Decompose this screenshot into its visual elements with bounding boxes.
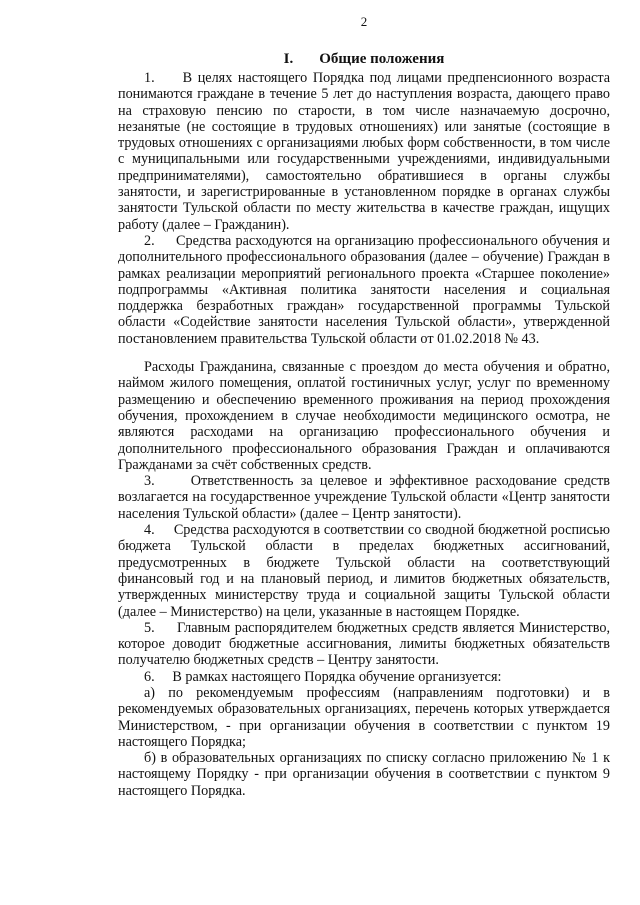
paragraph-3: 3. Ответственность за целевое и эффективное расходование средств возлагается на государственное учреждение Тульской области «Центр занятости населения Тульской области» (далее – Центр занятости). <box>118 473 610 522</box>
section-title: Общие положения <box>319 51 445 67</box>
paragraph-1: 1. В целях настоящего Порядка под лицами предпенсионного возраста понимаются граждане в течение 5 лет до наступления возраста, дающего право на страховую пенсию по старости, в том числе назначаемую досрочно, незанятые (не состоящие в трудовых отношениях) или занятые (состоящие в трудовых отношениях с организациями любых форм собственности, в том числе с муниципальными или государственными учреждениями, индивидуальными предпринимателями), самостоятельно обратившиеся в органы службы занятости, и зарегистрированные в установленном порядке в органах службы занятости Тульской области по месту жительства в качестве граждан, ищущих работу (далее – Гражданин). <box>118 70 610 233</box>
section-heading <box>118 50 610 68</box>
paragraph-4: 4. Средства расходуются в соответствии со сводной бюджетной росписью бюджета Тульской области в пределах бюджетных ассигнований, предусмотренных в бюджете Тульской области на соответствующий финансовый год и на плановый период, и лимитов бюджетных обязательств, утвержденных министерству труда и социальной защиты Тульской области (далее – Министерство) на цели, указанные в настоящем Порядке. <box>118 522 610 620</box>
page-number: 2 <box>360 14 368 29</box>
paragraph-6b: б) в образовательных организациях по списку согласно приложению № 1 к настоящему Порядку - при организации обучения в соответствии с пунктом 9 настоящего Порядка. <box>118 750 610 799</box>
paragraph-expenses: Расходы Гражданина, связанные с проездом до места обучения и обратно, наймом жилого помещения, оплатой гостиничных услуг, услуг по временному размещению и обеспечению временного проживания на период прохождения обучения, прохождением в случае необходимости медицинского осмотра, не являются расходами на организацию профессионального обучения и дополнительного профессионального образования Граждан и оплачиваются Гражданами за счёт собственных средств. <box>118 359 610 473</box>
paragraph-5: 5. Главным распорядителем бюджетных средств является Министерство, которое доводит бюджетные ассигнования, лимиты бюджетных обязательств получателю бюджетных средств – Центру занятости. <box>118 619 610 669</box>
paragraph-2: 2. Средства расходуются на организацию профессионального обучения и дополнительного профессионального образования (далее – обучение) Граждан в рамках реализации мероприятий регионального проекта «Старшее поколение» подпрограммы «Активная политика занятости населения и социальная поддержка безработных граждан» государственной программы Тульской области «Содействие занятости населения Тульской области», утвержденной постановлением правительства Тульской области от 01.02.2018 № 43. <box>118 232 610 347</box>
paragraph-6a: а) по рекомендуемым профессиям (направлениям подготовки) и в рекомендуемых образовательных организациях, перечень которых утверждается Министерством, - при организации обучения в соответствии с пунктом 19 настоящего Порядка; <box>118 684 610 750</box>
section-number: I. <box>283 51 294 67</box>
paragraph-6: 6. В рамках настоящего Порядка обучение организуется: <box>144 668 502 685</box>
